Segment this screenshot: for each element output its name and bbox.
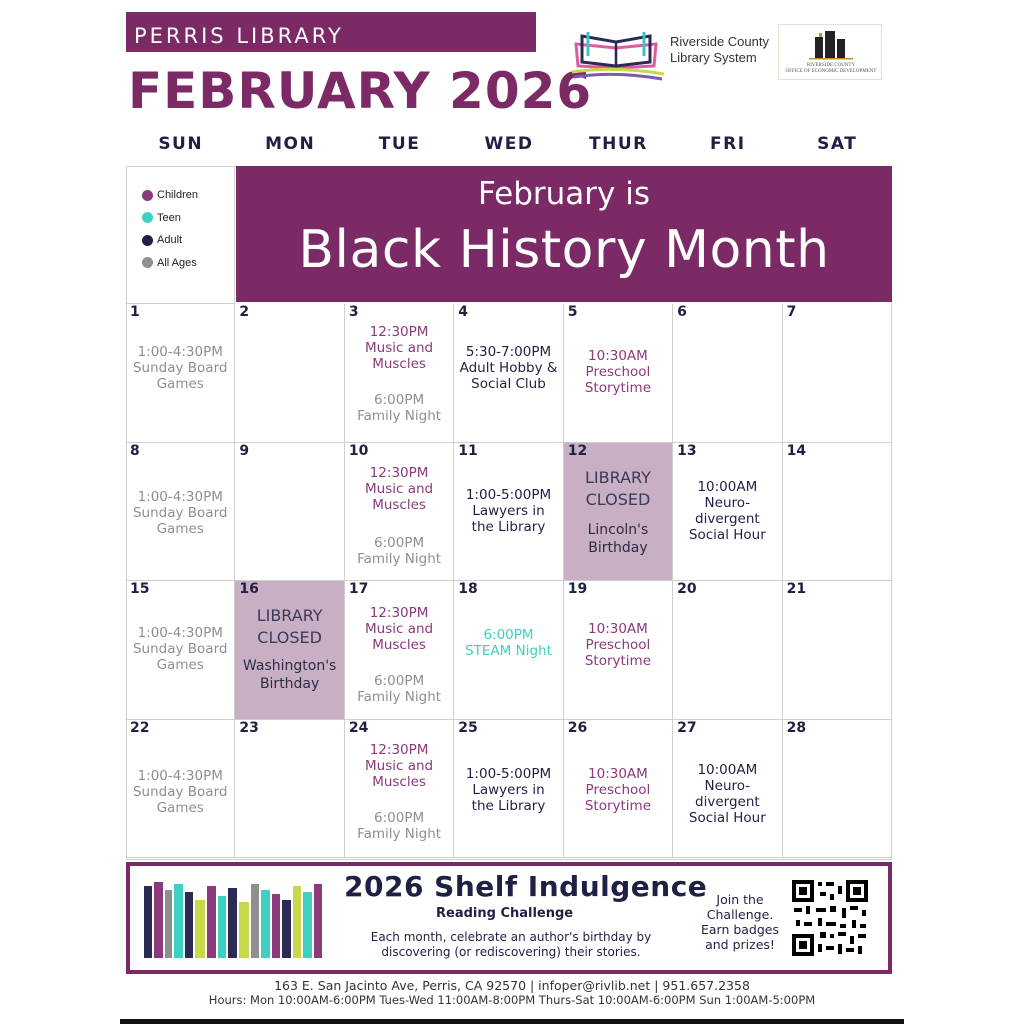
event-music-muscles[interactable]: 12:30PM Music and Muscles [365, 605, 434, 654]
event-family-night[interactable]: 6:00PM Family Night [357, 673, 442, 706]
day-cell-21[interactable]: 21 [783, 581, 892, 720]
day-cell-12[interactable]: 12 LIBRARY CLOSED Lincoln's Birthday [564, 443, 673, 582]
weekday-tue: TUE [378, 134, 421, 154]
day-cell-25[interactable]: 25 1:00-5:00PM Lawyers in the Library [454, 720, 563, 859]
day-cell-27[interactable]: 27 10:00AM Neuro- divergent Social Hour [673, 720, 782, 859]
event-family-night[interactable]: 6:00PM Family Night [357, 809, 442, 842]
banner-subtitle: February is [478, 176, 650, 212]
event-storytime[interactable]: 10:30AM Preschool Storytime [584, 621, 652, 670]
day-cell-9[interactable]: 9 [235, 443, 344, 582]
all-ages-dot-icon [142, 257, 153, 268]
event-steam-night[interactable]: 6:00PM STEAM Night [465, 627, 552, 660]
books-icon [142, 880, 332, 958]
legend-item-adult: Adult [142, 229, 234, 252]
challenge-subtitle: Reading Challenge [436, 906, 574, 921]
day-cell-6[interactable]: 6 [673, 304, 782, 443]
event-adult-hobby[interactable]: 5:30-7:00PM Adult Hobby & Social Club [459, 344, 558, 392]
day-cell-24[interactable]: 24 12:30PM Music and Muscles 6:00PM Family Night [345, 720, 454, 859]
event-neurodivergent[interactable]: 10:00AM Neuro- divergent Social Hour [688, 761, 766, 826]
weekday-thur: THUR [589, 134, 648, 154]
library-closed-label: LIBRARY CLOSED [584, 467, 651, 509]
event-family-night[interactable]: 6:00PM Family Night [357, 392, 442, 424]
library-closed-label: LIBRARY CLOSED [256, 606, 323, 648]
event-board-games[interactable]: 1:00-4:30PM Sunday Board Games [132, 625, 228, 674]
children-dot-icon [142, 190, 153, 201]
challenge-join-text: Join the Challenge. Earn badges and prizes! [700, 892, 780, 952]
weekday-header [126, 134, 892, 158]
black-history-banner [236, 166, 892, 302]
day-cell-18[interactable]: 18 6:00PM STEAM Night [454, 581, 563, 720]
event-lawyers[interactable]: 1:00-5:00PM Lawyers in the Library [465, 486, 552, 535]
qr-code-icon[interactable] [790, 878, 870, 958]
day-cell-28[interactable]: 28 [783, 720, 892, 859]
day-cell-16[interactable]: 16 LIBRARY CLOSED Washington's Birthday [235, 581, 344, 720]
event-board-games[interactable]: 1:00-4:30PM Sunday Board Games [132, 767, 228, 816]
legend-item-children: Children [142, 184, 234, 207]
washington-birthday-label: Washington's Birthday [242, 658, 337, 693]
challenge-title: 2026 Shelf Indulgence [344, 870, 708, 903]
day-cell-15[interactable]: 15 1:00-4:30PM Sunday Board Games [126, 581, 235, 720]
event-music-muscles[interactable]: 12:30PM Music and Muscles [365, 741, 434, 790]
day-cell-7[interactable]: 7 [783, 304, 892, 443]
riverside-library-logo-text: Riverside County Library System [670, 34, 769, 65]
challenge-description: Each month, celebrate an author's birthday by discovering (or rediscovering) their stories. [370, 930, 652, 959]
event-family-night[interactable]: 6:00PM Family Night [357, 534, 442, 567]
event-board-games[interactable]: 1:00-4:30PM Sunday Board Games [132, 488, 228, 537]
adult-dot-icon [142, 235, 153, 246]
day-cell-10[interactable]: 10 12:30PM Music and Muscles 6:00PM Family Night [345, 443, 454, 582]
weekday-fri: FRI [710, 134, 746, 154]
event-storytime[interactable]: 10:30AM Preschool Storytime [584, 348, 652, 396]
day-cell-22[interactable]: 22 1:00-4:30PM Sunday Board Games [126, 720, 235, 859]
legend [126, 166, 235, 304]
day-cell-20[interactable]: 20 [673, 581, 782, 720]
legend-item-teen: Teen [142, 207, 234, 230]
event-board-games[interactable]: 1:00-4:30PM Sunday Board Games [132, 344, 228, 392]
day-cell-5[interactable]: 5 10:30AM Preschool Storytime [564, 304, 673, 443]
event-neurodivergent[interactable]: 10:00AM Neuro- divergent Social Hour [688, 478, 766, 543]
weekday-sat: SAT [817, 134, 858, 154]
weekday-mon: MON [265, 134, 316, 154]
banner-title: Black History Month [298, 220, 830, 280]
day-cell-2[interactable]: 2 [235, 304, 344, 443]
event-music-muscles[interactable]: 12:30PM Music and Muscles [365, 464, 434, 513]
day-cell-13[interactable]: 13 10:00AM Neuro- divergent Social Hour [673, 443, 782, 582]
lincoln-birthday-label: Lincoln's Birthday [587, 521, 649, 556]
day-cell-26[interactable]: 26 10:30AM Preschool Storytime [564, 720, 673, 859]
day-cell-14[interactable]: 14 [783, 443, 892, 582]
day-cell-19[interactable]: 19 10:30AM Preschool Storytime [564, 581, 673, 720]
day-cell-3[interactable]: 3 12:30PM Music and Muscles 6:00PM Family Night [345, 304, 454, 443]
day-cell-8[interactable]: 8 1:00-4:30PM Sunday Board Games [126, 443, 235, 582]
day-cell-23[interactable]: 23 [235, 720, 344, 859]
skyline-icon [779, 25, 883, 61]
month-title: FEBRUARY 2026 [128, 62, 593, 120]
weekday-sun: SUN [158, 134, 204, 154]
event-storytime[interactable]: 10:30AM Preschool Storytime [584, 765, 652, 814]
teen-dot-icon [142, 212, 153, 223]
library-name-band [126, 12, 536, 52]
legend-item-all-ages: All Ages [142, 252, 234, 275]
day-cell-17[interactable]: 17 12:30PM Music and Muscles 6:00PM Family Night [345, 581, 454, 720]
bottom-divider [120, 1019, 904, 1024]
library-name: PERRIS LIBRARY [134, 24, 344, 48]
day-cell-1[interactable]: 1 1:00-4:30PM Sunday Board Games [126, 304, 235, 443]
footer-hours: Hours: Mon 10:00AM-6:00PM Tues-Wed 11:00AM-8:00PM Thurs-Sat 10:00AM-6:00PM Sun 1:00AM-5:00PM [208, 993, 816, 1007]
event-lawyers[interactable]: 1:00-5:00PM Lawyers in the Library [465, 765, 552, 814]
day-cell-4[interactable]: 4 5:30-7:00PM Adult Hobby & Social Club [454, 304, 563, 443]
event-music-muscles[interactable]: 12:30PM Music and Muscles [365, 324, 434, 372]
day-cell-11[interactable]: 11 1:00-5:00PM Lawyers in the Library [454, 443, 563, 582]
weekday-wed: WED [484, 134, 534, 154]
footer-address: 163 E. San Jacinto Ave, Perris, CA 92570 | infoper@rivlib.net | 951.657.2358 [274, 978, 750, 993]
economic-development-logo: RIVERSIDE COUNTY OFFICE OF ECONOMIC DEVELOPMENT [778, 24, 882, 80]
